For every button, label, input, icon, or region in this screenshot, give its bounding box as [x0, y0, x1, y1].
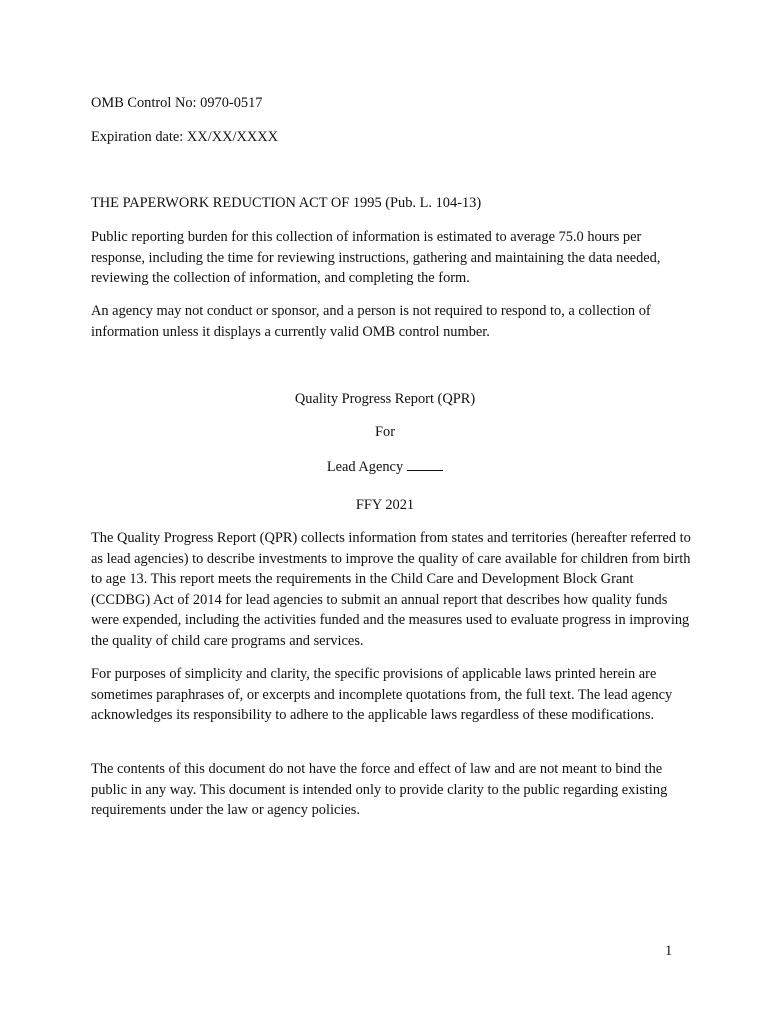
disclaimer-paragraph: The contents of this document do not have the force and effect of law and are not meant to bind the public in any way. This document is intended only to provide clarity to the public regarding existing requirements under the law or agency policies.	[91, 761, 668, 819]
burden-statement: Public reporting burden for this collection of information is estimated to average 75.0 hours per response, including the time for reviewing instructions, gathering and maintaining the data needed, reviewing the collection of information, and completing the form.	[91, 229, 661, 287]
report-for-label: For	[375, 424, 395, 440]
intro-paragraph: The Quality Progress Report (QPR) collects information from states and territories (hereafter referred to as lead agencies) to describe investments to improve the quality of care available for children from birth to age 13. This report meets the requirements in the Child Care and Development Block Grant (CCDBG) Act of 2014 for lead agencies to submit an annual report that describes how quality funds were expended, including the activities funded and the measures used to evaluate progress in improving the quality of child care programs and services.	[91, 530, 691, 649]
paperwork-act-heading: THE PAPERWORK REDUCTION ACT OF 1995 (Pub. L. 104-13)	[91, 195, 482, 211]
fiscal-year: FFY 2021	[355, 497, 415, 513]
page-number: 1	[665, 943, 673, 959]
simplicity-paragraph: For purposes of simplicity and clarity, the specific provisions of applicable laws printed herein are sometimes paraphrases of, or excerpts and incomplete quotations from, the full text. The lead agency acknowledges its responsibility to adhere to the applicable laws regardless of these modifications.	[91, 666, 673, 724]
report-title: Quality Progress Report (QPR)	[294, 391, 476, 407]
lead-agency-blank	[407, 456, 443, 471]
lead-agency-line	[0, 456, 770, 477]
expiration-date: Expiration date: XX/XX/XXXX	[91, 129, 279, 145]
lead-agency-label: Lead Agency	[326, 459, 404, 475]
omb-notice: An agency may not conduct or sponsor, and a person is not required to respond to, a collection of information unless it displays a currently valid OMB control number.	[91, 303, 651, 340]
omb-control-number: OMB Control No: 0970-0517	[91, 95, 263, 111]
